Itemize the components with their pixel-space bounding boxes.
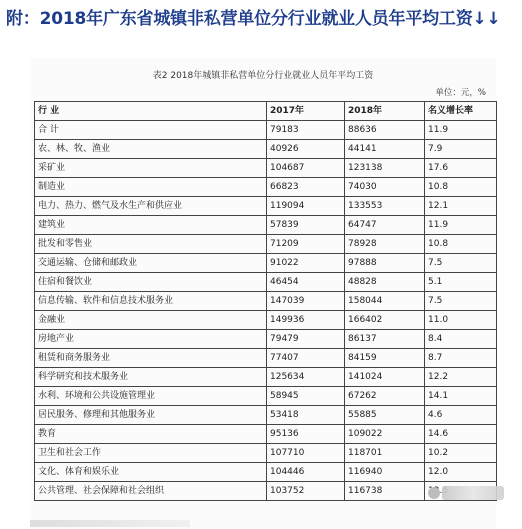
cell-2018: 84159 — [345, 349, 425, 368]
cell-2017: 104446 — [267, 463, 345, 482]
cell-2018: 67262 — [345, 387, 425, 406]
table-row — [35, 235, 497, 254]
cell-2017: 147039 — [267, 292, 345, 311]
cell-industry: 农、林、牧、渔业 — [35, 140, 267, 159]
document-image — [30, 58, 496, 529]
cell-industry: 合 计 — [35, 121, 267, 140]
cell-2017: 71209 — [267, 235, 345, 254]
cell-2017: 79479 — [267, 330, 345, 349]
table-row — [35, 444, 497, 463]
cell-2017: 104687 — [267, 159, 345, 178]
table-row — [35, 140, 497, 159]
table-row — [35, 425, 497, 444]
cell-2017: 46454 — [267, 273, 345, 292]
table-row — [35, 368, 497, 387]
cell-2017: 57839 — [267, 216, 345, 235]
table-row — [35, 311, 497, 330]
cell-2017: 66823 — [267, 178, 345, 197]
cell-industry: 批发和零售业 — [35, 235, 267, 254]
table-row — [35, 159, 497, 178]
cell-2017: 103752 — [267, 482, 345, 501]
cell-growth: 7.5 — [425, 292, 497, 311]
table-body — [35, 121, 497, 501]
cell-growth: 11.9 — [425, 121, 497, 140]
table-row — [35, 178, 497, 197]
page-headline: 附：2018年广东省城镇非私营单位分行业就业人员年平均工资↓↓ — [6, 9, 501, 29]
cell-industry: 公共管理、社会保障和社会组织 — [35, 482, 267, 501]
cell-2018: 44141 — [345, 140, 425, 159]
cell-industry: 居民服务、修理和其他服务业 — [35, 406, 267, 425]
cell-industry: 科学研究和技术服务业 — [35, 368, 267, 387]
cell-2018: 141024 — [345, 368, 425, 387]
cell-2017: 91022 — [267, 254, 345, 273]
cell-2018: 78928 — [345, 235, 425, 254]
table-caption: 表2 2018年城镇非私营单位分行业就业人员年平均工资 — [152, 71, 374, 81]
cell-growth: 7.9 — [425, 140, 497, 159]
cell-2017: 53418 — [267, 406, 345, 425]
cell-industry: 采矿业 — [35, 159, 267, 178]
cell-2018: 109022 — [345, 425, 425, 444]
cell-growth: 10.8 — [425, 178, 497, 197]
table-row — [35, 387, 497, 406]
table-row — [35, 349, 497, 368]
cell-growth: 12.0 — [425, 463, 497, 482]
cell-industry: 金融业 — [35, 311, 267, 330]
cell-industry: 水利、环境和公共设施管理业 — [35, 387, 267, 406]
cell-2017: 149936 — [267, 311, 345, 330]
cell-growth: 4.6 — [425, 406, 497, 425]
cell-industry: 信息传输、软件和信息技术服务业 — [35, 292, 267, 311]
watermark-logo-icon — [428, 487, 440, 499]
cell-industry: 交通运输、仓储和邮政业 — [35, 254, 267, 273]
unit-note: 单位：元，% — [435, 88, 486, 98]
cell-2018: 133553 — [345, 197, 425, 216]
cell-2018: 64747 — [345, 216, 425, 235]
table-row — [35, 216, 497, 235]
cell-2018: 158044 — [345, 292, 425, 311]
cell-growth: 5.1 — [425, 273, 497, 292]
table-row — [35, 330, 497, 349]
cell-2017: 58945 — [267, 387, 345, 406]
header-growth: 名义增长率 — [425, 102, 497, 121]
cell-2018: 55885 — [345, 406, 425, 425]
cell-industry: 房地产业 — [35, 330, 267, 349]
cell-industry: 制造业 — [35, 178, 267, 197]
header-2017: 2017年 — [267, 102, 345, 121]
cell-growth: 8.7 — [425, 349, 497, 368]
header-industry: 行 业 — [35, 102, 267, 121]
cell-2018: 116940 — [345, 463, 425, 482]
cell-growth: 10.2 — [425, 444, 497, 463]
cell-2018: 116738 — [345, 482, 425, 501]
cell-2017: 40926 — [267, 140, 345, 159]
cell-industry: 住宿和餐饮业 — [35, 273, 267, 292]
cell-2018: 123138 — [345, 159, 425, 178]
cell-growth: 10.8 — [425, 235, 497, 254]
cell-2017: 125634 — [267, 368, 345, 387]
watermark-blur — [442, 486, 504, 500]
table-header-row — [35, 102, 497, 121]
cell-2018: 86137 — [345, 330, 425, 349]
cell-2017: 95136 — [267, 425, 345, 444]
table-row — [35, 254, 497, 273]
cell-industry: 卫生和社会工作 — [35, 444, 267, 463]
cell-industry: 文化、体育和娱乐业 — [35, 463, 267, 482]
cell-industry: 电力、热力、燃气及水生产和供应业 — [35, 197, 267, 216]
cell-2017: 77407 — [267, 349, 345, 368]
cell-2018: 88636 — [345, 121, 425, 140]
cell-2018: 97888 — [345, 254, 425, 273]
bottom-blur-strip — [30, 520, 190, 527]
cell-growth: 8.4 — [425, 330, 497, 349]
cell-growth: 14.1 — [425, 387, 497, 406]
table-row — [35, 121, 497, 140]
cell-growth: 17.6 — [425, 159, 497, 178]
cell-industry: 教育 — [35, 425, 267, 444]
table-row — [35, 406, 497, 425]
table-row — [35, 463, 497, 482]
cell-growth: 7.5 — [425, 254, 497, 273]
cell-growth: 14.6 — [425, 425, 497, 444]
cell-growth: 11.0 — [425, 311, 497, 330]
table-row — [35, 292, 497, 311]
table-row — [35, 197, 497, 216]
table-row — [35, 273, 497, 292]
cell-growth: 12.2 — [425, 368, 497, 387]
cell-growth: 12.1 — [425, 197, 497, 216]
cell-2017: 107710 — [267, 444, 345, 463]
cell-2018: 48828 — [345, 273, 425, 292]
cell-2018: 166402 — [345, 311, 425, 330]
cell-2017: 119094 — [267, 197, 345, 216]
header-2018: 2018年 — [345, 102, 425, 121]
cell-industry: 租赁和商务服务业 — [35, 349, 267, 368]
cell-industry: 建筑业 — [35, 216, 267, 235]
cell-growth: 11.9 — [425, 216, 497, 235]
cell-2018: 74030 — [345, 178, 425, 197]
cell-2018: 118701 — [345, 444, 425, 463]
wage-table — [34, 101, 497, 501]
cell-2017: 79183 — [267, 121, 345, 140]
